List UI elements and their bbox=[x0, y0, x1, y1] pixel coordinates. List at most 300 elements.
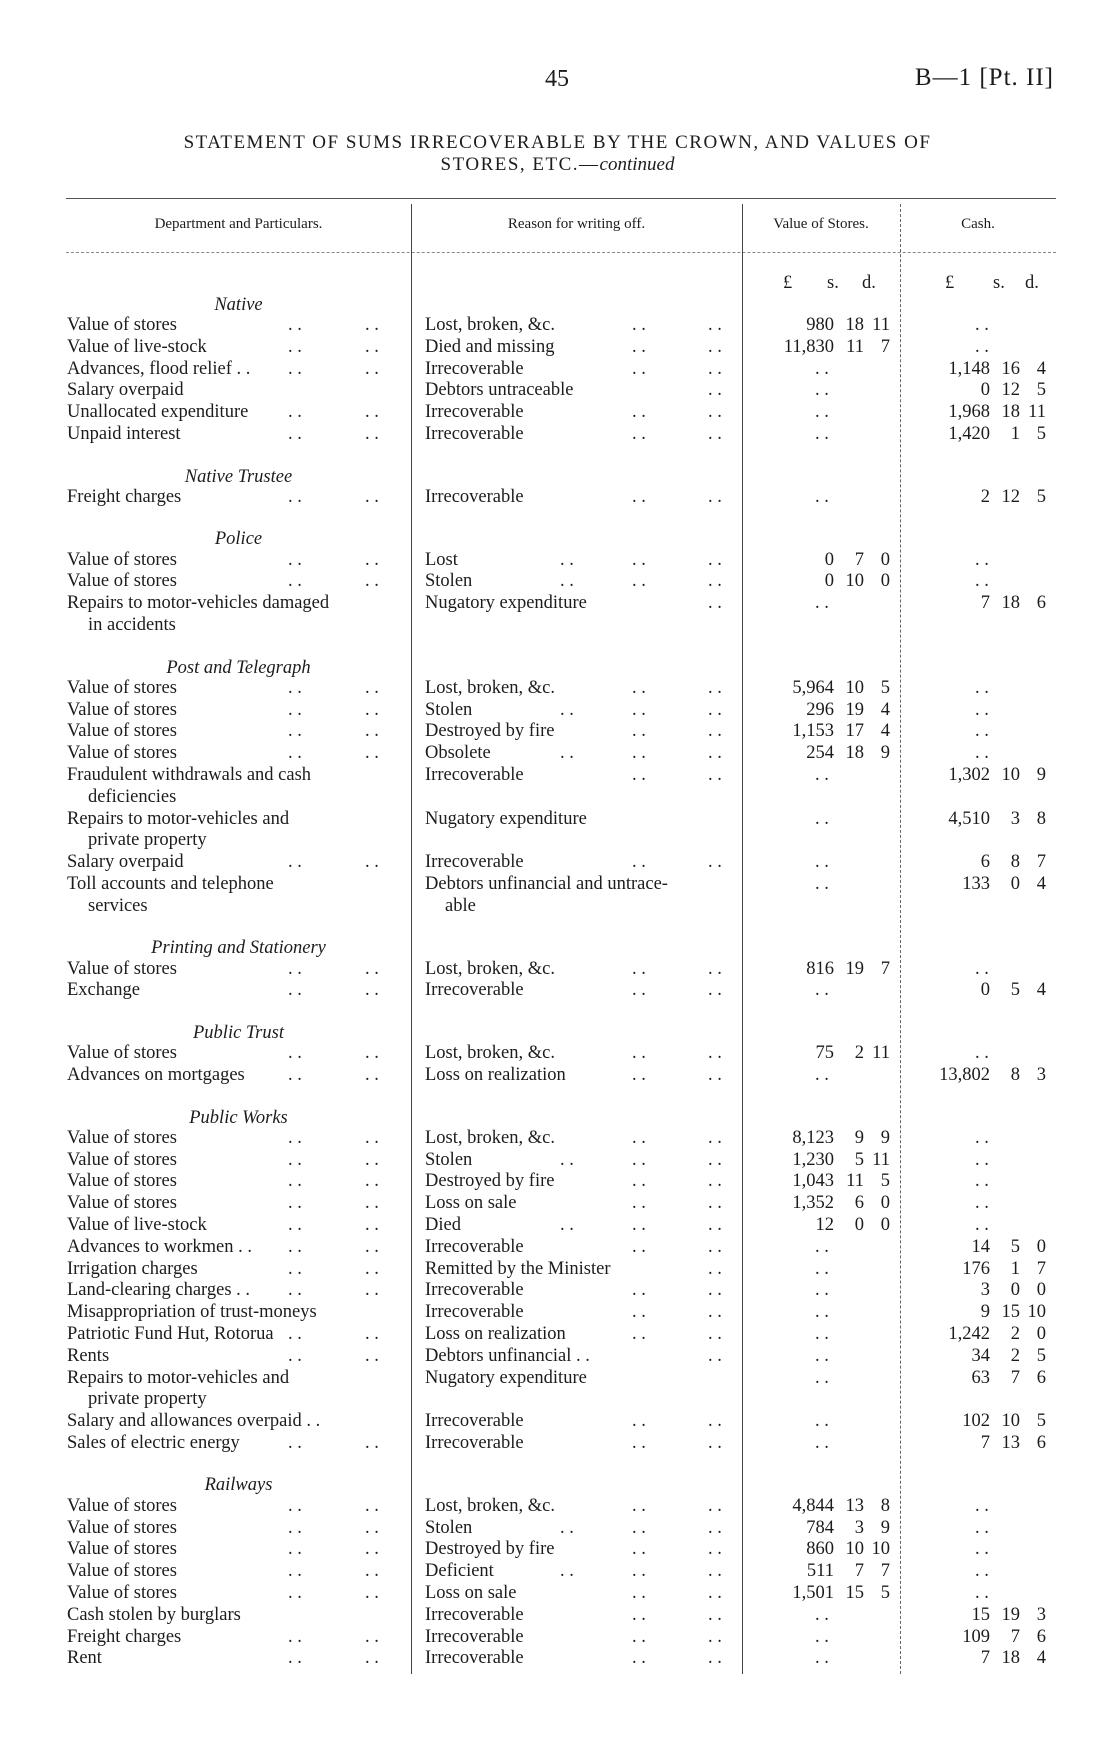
cash-empty-dots: . . bbox=[975, 958, 989, 979]
stores-empty-dots: . . bbox=[815, 1323, 829, 1344]
stores-empty-dots: . . bbox=[815, 1280, 829, 1301]
leader-dots: . . bbox=[365, 1149, 379, 1170]
reason-leader-dots: . . bbox=[632, 1214, 646, 1235]
reason-leader-dots: . . bbox=[632, 358, 646, 379]
row-reason: Stolen bbox=[425, 1149, 473, 1170]
leader-dots: . . bbox=[288, 699, 302, 720]
leader-dots: . . bbox=[288, 1043, 302, 1064]
stores-shillings: 7 bbox=[854, 1561, 864, 1582]
cash-pounds: 1,148 bbox=[948, 358, 990, 379]
row-reason: Loss on realization bbox=[425, 1323, 566, 1344]
row-particulars-text: Value of stores bbox=[67, 1127, 177, 1148]
cash-empty-dots: . . bbox=[975, 1214, 989, 1235]
cash-shillings: 0 bbox=[1010, 874, 1020, 895]
leader-dots: . . bbox=[365, 1495, 379, 1516]
reason-leader-dots: . . bbox=[708, 358, 722, 379]
page-number: 45 bbox=[545, 66, 569, 92]
row-reason: Irrecoverable bbox=[425, 1411, 524, 1432]
leader-dots: . . bbox=[365, 1064, 379, 1085]
title-continued: continued bbox=[599, 154, 675, 175]
row-particulars-text: Value of live-stock bbox=[67, 336, 207, 357]
leader-dots: . . bbox=[288, 1064, 302, 1085]
reason-leader-dots: . . bbox=[632, 1411, 646, 1432]
table-row bbox=[0, 358, 1114, 380]
row-particulars bbox=[67, 336, 412, 358]
stores-empty-dots: . . bbox=[815, 765, 829, 786]
reason-leader-dots: . . bbox=[708, 1582, 722, 1603]
stores-empty-dots: . . bbox=[815, 1626, 829, 1647]
row-particulars-text: Sales of electric energy bbox=[67, 1432, 240, 1453]
leader-dots: . . bbox=[365, 1193, 379, 1214]
section-heading: Railways bbox=[204, 1475, 273, 1496]
reason-leader-dots: . . bbox=[708, 1648, 722, 1669]
stores-pounds: 11,830 bbox=[783, 336, 834, 357]
stores-empty-dots: . . bbox=[815, 1258, 829, 1279]
stores-pence: 5 bbox=[880, 1171, 890, 1192]
reason-leader-dots: . . bbox=[560, 571, 574, 592]
row-reason: Irrecoverable bbox=[425, 1432, 524, 1453]
row-particulars-text: Repairs to motor-vehicles and bbox=[67, 1367, 290, 1388]
cash-pounds: 14 bbox=[971, 1236, 990, 1257]
row-reason: Destroyed by fire bbox=[425, 721, 555, 742]
reason-leader-dots: . . bbox=[708, 549, 722, 570]
row-particulars-text: Value of stores bbox=[67, 1582, 177, 1603]
table-row bbox=[0, 1582, 1114, 1604]
cash-shillings: 5 bbox=[1010, 980, 1020, 1001]
row-particulars bbox=[67, 1432, 412, 1454]
stores-pence: 0 bbox=[880, 1193, 890, 1214]
row-reason-continued: able bbox=[445, 895, 476, 916]
row-reason: Destroyed by fire bbox=[425, 1539, 555, 1560]
stores-pounds: 860 bbox=[806, 1539, 834, 1560]
table-row bbox=[0, 958, 1114, 980]
stores-pence: 0 bbox=[880, 549, 890, 570]
stores-shillings: 5 bbox=[854, 1149, 864, 1170]
section-heading: Native Trustee bbox=[184, 466, 293, 487]
stores-pounds: 0 bbox=[824, 571, 834, 592]
leader-dots: . . bbox=[288, 1127, 302, 1148]
leader-dots: . . bbox=[365, 677, 379, 698]
stores-shillings: 18 bbox=[845, 743, 864, 764]
table-row bbox=[0, 314, 1114, 336]
table-row bbox=[0, 549, 1114, 571]
row-particulars-text: Value of stores bbox=[67, 743, 177, 764]
cash-shillings: 7 bbox=[1010, 1367, 1020, 1388]
page-reference: B—1 [Pt. II] bbox=[914, 64, 1054, 91]
table-row bbox=[0, 808, 1114, 830]
table-row bbox=[0, 1192, 1114, 1214]
reason-leader-dots: . . bbox=[708, 1214, 722, 1235]
row-particulars-text: Land-clearing charges . . bbox=[67, 1280, 251, 1301]
cash-empty-dots: . . bbox=[975, 549, 989, 570]
table-row bbox=[0, 1647, 1114, 1669]
stores-empty-dots: . . bbox=[815, 1367, 829, 1388]
cash-pounds: 3 bbox=[980, 1280, 990, 1301]
table-row bbox=[0, 1432, 1114, 1454]
reason-leader-dots: . . bbox=[708, 1604, 722, 1625]
cash-shillings: 12 bbox=[1001, 486, 1020, 507]
leader-dots: . . bbox=[288, 358, 302, 379]
stores-empty-dots: . . bbox=[815, 1064, 829, 1085]
table-row bbox=[0, 1345, 1114, 1367]
cash-pounds: 2 bbox=[980, 486, 990, 507]
leader-dots: . . bbox=[365, 1236, 379, 1257]
row-particulars-text: Irrigation charges bbox=[67, 1258, 198, 1279]
leader-dots: . . bbox=[365, 336, 379, 357]
cash-shillings: 16 bbox=[1001, 358, 1020, 379]
cash-pence: 7 bbox=[1036, 852, 1046, 873]
row-particulars bbox=[67, 851, 412, 873]
row-particulars bbox=[67, 1149, 412, 1171]
stores-empty-dots: . . bbox=[815, 808, 829, 829]
row-particulars-text: Value of stores bbox=[67, 958, 177, 979]
leader-dots: . . bbox=[365, 1214, 379, 1235]
cash-pounds: 0 bbox=[980, 380, 990, 401]
leader-dots: . . bbox=[365, 1561, 379, 1582]
stores-empty-dots: . . bbox=[815, 593, 829, 614]
leader-dots: . . bbox=[288, 1323, 302, 1344]
leader-dots: . . bbox=[288, 336, 302, 357]
section-heading: Public Trust bbox=[193, 1022, 284, 1043]
row-particulars bbox=[67, 379, 412, 401]
row-particulars bbox=[67, 873, 412, 895]
title-line-1: STATEMENT OF SUMS IRRECOVERABLE BY THE CROWN, AND VALUES OF bbox=[183, 132, 932, 153]
table-row bbox=[0, 1560, 1114, 1582]
table-row-continuation bbox=[0, 614, 1114, 636]
reason-leader-dots: . . bbox=[560, 1214, 574, 1235]
cash-pence: 4 bbox=[1036, 358, 1046, 379]
row-particulars-text: Value of stores bbox=[67, 1149, 177, 1170]
row-reason: Debtors untraceable bbox=[425, 380, 574, 401]
row-reason: Irrecoverable bbox=[425, 402, 524, 423]
stores-empty-dots: . . bbox=[815, 1345, 829, 1366]
cash-empty-dots: . . bbox=[975, 315, 989, 336]
table-row bbox=[0, 336, 1114, 358]
row-reason: Irrecoverable bbox=[425, 765, 524, 786]
cash-pence: 0 bbox=[1036, 1323, 1046, 1344]
row-particulars bbox=[67, 1560, 412, 1582]
stores-pounds: 5,964 bbox=[792, 677, 834, 698]
header-cash: Cash. bbox=[961, 216, 995, 232]
stores-pounds: 784 bbox=[806, 1517, 834, 1538]
table-row bbox=[0, 401, 1114, 423]
row-reason: Deficient bbox=[425, 1561, 494, 1582]
cash-shillings: 15 bbox=[1001, 1302, 1020, 1323]
stores-empty-dots: . . bbox=[815, 424, 829, 445]
reason-leader-dots: . . bbox=[708, 1495, 722, 1516]
reason-leader-dots: . . bbox=[708, 1258, 722, 1279]
leader-dots: . . bbox=[365, 1345, 379, 1366]
leader-dots: . . bbox=[365, 486, 379, 507]
leader-dots: . . bbox=[365, 1582, 379, 1603]
stores-pounds: 254 bbox=[806, 743, 834, 764]
cash-empty-dots: . . bbox=[975, 743, 989, 764]
cash-shillings: 10 bbox=[1001, 1411, 1020, 1432]
reason-leader-dots: . . bbox=[632, 699, 646, 720]
cash-pounds: 6 bbox=[980, 852, 990, 873]
row-particulars-text: Exchange bbox=[67, 980, 140, 1001]
cash-empty-dots: . . bbox=[975, 1043, 989, 1064]
row-reason: Irrecoverable bbox=[425, 486, 524, 507]
leader-dots: . . bbox=[365, 1517, 379, 1538]
cash-empty-dots: . . bbox=[975, 1539, 989, 1560]
reason-leader-dots: . . bbox=[632, 1648, 646, 1669]
cash-pounds: 7 bbox=[980, 593, 990, 614]
stores-shillings: 0 bbox=[854, 1214, 864, 1235]
reason-leader-dots: . . bbox=[708, 1236, 722, 1257]
table-row-continuation bbox=[0, 829, 1114, 851]
header-particulars: Department and Particulars. bbox=[154, 216, 323, 232]
stores-empty-dots: . . bbox=[815, 1604, 829, 1625]
leader-dots: . . bbox=[365, 358, 379, 379]
section-heading-row bbox=[0, 1022, 1114, 1044]
stores-pounds: 1,501 bbox=[792, 1582, 834, 1603]
table-row bbox=[0, 1042, 1114, 1064]
cash-pounds: 1,968 bbox=[948, 402, 990, 423]
reason-leader-dots: . . bbox=[632, 1171, 646, 1192]
leader-dots: . . bbox=[288, 1236, 302, 1257]
stores-shillings: 10 bbox=[845, 571, 864, 592]
row-particulars bbox=[67, 1170, 412, 1192]
row-reason: Irrecoverable bbox=[425, 424, 524, 445]
cash-pounds: 7 bbox=[980, 1648, 990, 1669]
table-row bbox=[0, 423, 1114, 445]
cash-pounds: 176 bbox=[962, 1258, 990, 1279]
row-particulars-text: Rent bbox=[67, 1648, 102, 1669]
cash-pence: 5 bbox=[1036, 424, 1046, 445]
reason-leader-dots: . . bbox=[632, 1517, 646, 1538]
cash-pence: 0 bbox=[1036, 1236, 1046, 1257]
row-particulars-continued: deficiencies bbox=[88, 786, 177, 807]
stores-shillings: 13 bbox=[845, 1495, 864, 1516]
stores-empty-dots: . . bbox=[815, 1432, 829, 1453]
row-reason: Lost, broken, &c. bbox=[425, 1495, 555, 1516]
cash-pounds: 4,510 bbox=[948, 808, 990, 829]
stores-pence: 8 bbox=[880, 1495, 890, 1516]
leader-dots: . . bbox=[288, 1539, 302, 1560]
table-row bbox=[0, 1301, 1114, 1323]
stores-empty-dots: . . bbox=[815, 486, 829, 507]
row-particulars-text: Advances, flood relief . . bbox=[67, 358, 251, 379]
cash-pence: 4 bbox=[1036, 1648, 1046, 1669]
reason-leader-dots: . . bbox=[632, 1193, 646, 1214]
row-particulars-text: Salary overpaid bbox=[67, 380, 184, 401]
stores-pounds: 816 bbox=[806, 958, 834, 979]
cash-shillings: 2 bbox=[1010, 1345, 1020, 1366]
row-particulars bbox=[67, 1495, 412, 1517]
leader-dots: . . bbox=[288, 1495, 302, 1516]
leader-dots: . . bbox=[365, 402, 379, 423]
leader-dots: . . bbox=[288, 1193, 302, 1214]
reason-leader-dots: . . bbox=[708, 336, 722, 357]
leader-dots: . . bbox=[365, 852, 379, 873]
row-particulars bbox=[67, 1214, 412, 1236]
row-particulars-text: Value of stores bbox=[67, 1517, 177, 1538]
cash-pence: 5 bbox=[1036, 486, 1046, 507]
row-particulars-text: Patriotic Fund Hut, Rotorua bbox=[67, 1323, 274, 1344]
cash-empty-dots: . . bbox=[975, 1582, 989, 1603]
stores-pence: 4 bbox=[880, 721, 890, 742]
stores-pence: 4 bbox=[880, 699, 890, 720]
leader-dots: . . bbox=[288, 1171, 302, 1192]
table-row bbox=[0, 764, 1114, 786]
reason-leader-dots: . . bbox=[632, 315, 646, 336]
row-particulars bbox=[67, 358, 412, 380]
row-reason: Irrecoverable bbox=[425, 980, 524, 1001]
table-row bbox=[0, 486, 1114, 508]
stores-shillings: 3 bbox=[854, 1517, 864, 1538]
stores-empty-dots: . . bbox=[815, 358, 829, 379]
cash-shillings: 10 bbox=[1001, 765, 1020, 786]
leader-dots: . . bbox=[288, 486, 302, 507]
reason-leader-dots: . . bbox=[708, 380, 722, 401]
row-particulars bbox=[67, 1367, 412, 1389]
table-row bbox=[0, 379, 1114, 401]
table-row bbox=[0, 1517, 1114, 1539]
leader-dots: . . bbox=[288, 1561, 302, 1582]
reason-leader-dots: . . bbox=[708, 765, 722, 786]
leader-dots: . . bbox=[365, 699, 379, 720]
reason-leader-dots: . . bbox=[708, 721, 722, 742]
row-particulars bbox=[67, 764, 412, 786]
leader-dots: . . bbox=[288, 402, 302, 423]
cash-empty-dots: . . bbox=[975, 1517, 989, 1538]
cash-pounds: 109 bbox=[962, 1626, 990, 1647]
cash-empty-dots: . . bbox=[975, 1561, 989, 1582]
leader-dots: . . bbox=[288, 1432, 302, 1453]
cash-pounds: 13,802 bbox=[939, 1064, 990, 1085]
cash-pounds: 1,242 bbox=[948, 1323, 990, 1344]
cash-shillings: 19 bbox=[1001, 1604, 1020, 1625]
cash-empty-dots: . . bbox=[975, 1171, 989, 1192]
reason-leader-dots: . . bbox=[560, 549, 574, 570]
cash-pounds: 1,420 bbox=[948, 424, 990, 445]
reason-leader-dots: . . bbox=[708, 1043, 722, 1064]
cash-pence: 6 bbox=[1036, 593, 1046, 614]
row-particulars bbox=[67, 1647, 412, 1669]
leader-dots: . . bbox=[288, 721, 302, 742]
stores-pounds: 1,043 bbox=[792, 1171, 834, 1192]
reason-leader-dots: . . bbox=[632, 1582, 646, 1603]
stores-shillings: 19 bbox=[845, 699, 864, 720]
row-particulars bbox=[67, 1604, 412, 1626]
stores-pounds: 296 bbox=[806, 699, 834, 720]
leader-dots: . . bbox=[288, 980, 302, 1001]
leader-dots: . . bbox=[365, 1539, 379, 1560]
table-row bbox=[0, 851, 1114, 873]
reason-leader-dots: . . bbox=[708, 1127, 722, 1148]
leader-dots: . . bbox=[288, 1517, 302, 1538]
row-reason: Irrecoverable bbox=[425, 852, 524, 873]
cash-pounds: 34 bbox=[971, 1345, 990, 1366]
reason-leader-dots: . . bbox=[708, 743, 722, 764]
cash-pounds: 0 bbox=[980, 980, 990, 1001]
cash-pence: 4 bbox=[1036, 980, 1046, 1001]
row-particulars-text: Value of stores bbox=[67, 571, 177, 592]
cash-empty-dots: . . bbox=[975, 721, 989, 742]
reason-leader-dots: . . bbox=[708, 1539, 722, 1560]
row-particulars-text: Value of stores bbox=[67, 1539, 177, 1560]
row-reason: Debtors unfinancial and untrace- bbox=[425, 874, 668, 895]
row-reason: Irrecoverable bbox=[425, 1280, 524, 1301]
cash-pounds: 102 bbox=[962, 1411, 990, 1432]
reason-leader-dots: . . bbox=[708, 980, 722, 1001]
section-heading-row bbox=[0, 937, 1114, 959]
reason-leader-dots: . . bbox=[560, 1149, 574, 1170]
row-particulars-continued: services bbox=[88, 895, 148, 916]
cash-shillings: 13 bbox=[1001, 1432, 1020, 1453]
cash-pence: 7 bbox=[1036, 1258, 1046, 1279]
table-row bbox=[0, 1495, 1114, 1517]
row-particulars-text: Rents bbox=[67, 1345, 110, 1366]
row-reason: Lost, broken, &c. bbox=[425, 1043, 555, 1064]
row-reason: Loss on sale bbox=[425, 1193, 517, 1214]
reason-leader-dots: . . bbox=[632, 980, 646, 1001]
leader-dots: . . bbox=[365, 1258, 379, 1279]
row-particulars-continued: private property bbox=[88, 1389, 207, 1410]
table-row bbox=[0, 1626, 1114, 1648]
reason-leader-dots: . . bbox=[632, 1539, 646, 1560]
reason-leader-dots: . . bbox=[708, 1280, 722, 1301]
cash-shillings-label: s. bbox=[993, 273, 1005, 293]
title-line-2-text: STORES, ETC.— bbox=[440, 154, 600, 175]
cash-empty-dots: . . bbox=[975, 1495, 989, 1516]
currency-header-row bbox=[0, 272, 1114, 294]
leader-dots: . . bbox=[365, 980, 379, 1001]
header-bottom-rule bbox=[66, 252, 1056, 253]
stores-pounds: 1,230 bbox=[792, 1149, 834, 1170]
section-heading: Printing and Stationery bbox=[151, 938, 326, 959]
row-particulars-text: Misappropriation of trust-moneys bbox=[67, 1302, 317, 1323]
row-particulars-text: Value of stores bbox=[67, 721, 177, 742]
cash-pence: 6 bbox=[1036, 1626, 1046, 1647]
cash-pence: 3 bbox=[1036, 1604, 1046, 1625]
stores-shillings: 2 bbox=[854, 1043, 864, 1064]
row-reason: Nugatory expenditure bbox=[425, 593, 587, 614]
reason-leader-dots: . . bbox=[560, 743, 574, 764]
table-row bbox=[0, 1236, 1114, 1258]
reason-leader-dots: . . bbox=[708, 677, 722, 698]
stores-pence: 0 bbox=[880, 571, 890, 592]
cash-shillings: 5 bbox=[1010, 1236, 1020, 1257]
row-particulars bbox=[67, 1236, 412, 1258]
row-particulars bbox=[67, 1345, 412, 1367]
reason-leader-dots: . . bbox=[632, 402, 646, 423]
reason-leader-dots: . . bbox=[708, 593, 722, 614]
stores-empty-dots: . . bbox=[815, 874, 829, 895]
reason-leader-dots: . . bbox=[560, 1561, 574, 1582]
stores-pence: 9 bbox=[880, 743, 890, 764]
row-particulars bbox=[67, 423, 412, 445]
stores-shillings: 7 bbox=[854, 549, 864, 570]
row-reason: Lost bbox=[425, 549, 458, 570]
reason-leader-dots: . . bbox=[632, 1280, 646, 1301]
reason-leader-dots: . . bbox=[708, 1193, 722, 1214]
row-particulars bbox=[67, 1538, 412, 1560]
reason-leader-dots: . . bbox=[632, 765, 646, 786]
reason-leader-dots: . . bbox=[632, 549, 646, 570]
table-row bbox=[0, 1323, 1114, 1345]
row-particulars-text: Freight charges bbox=[67, 486, 182, 507]
section-heading-row bbox=[0, 657, 1114, 679]
stores-empty-dots: . . bbox=[815, 380, 829, 401]
cash-pence: 11 bbox=[1028, 402, 1046, 423]
cash-shillings: 1 bbox=[1010, 1258, 1020, 1279]
reason-leader-dots: . . bbox=[632, 1127, 646, 1148]
reason-leader-dots: . . bbox=[708, 852, 722, 873]
row-particulars-continued: private property bbox=[88, 830, 207, 851]
row-particulars-text: Value of stores bbox=[67, 1495, 177, 1516]
